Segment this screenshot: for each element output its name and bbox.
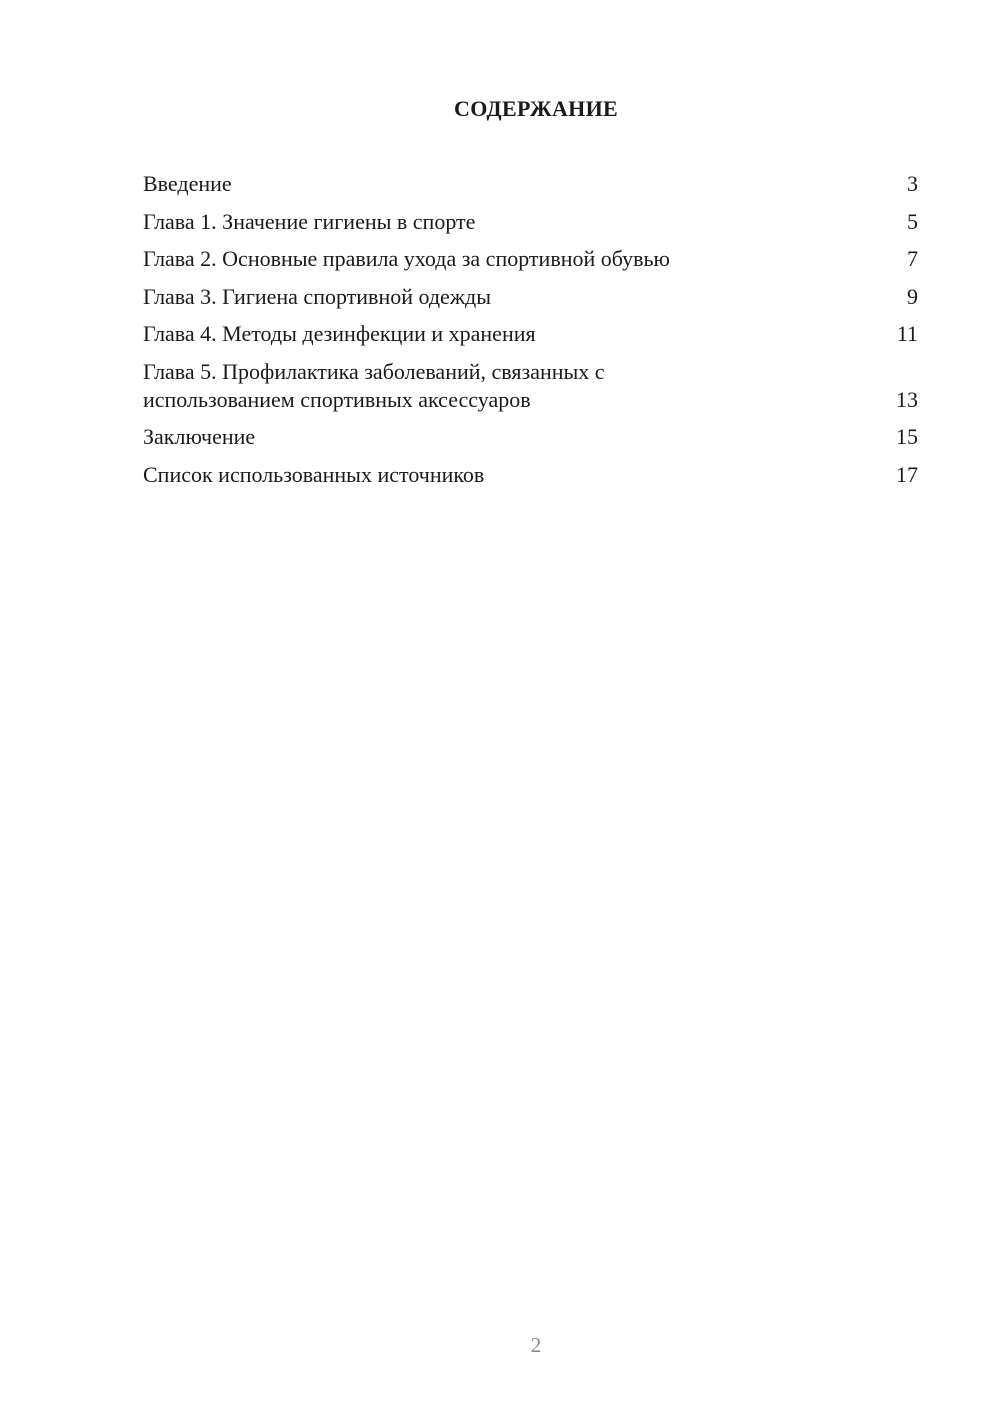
table-of-contents	[143, 170, 918, 498]
toc-entry-line: Введение	[143, 171, 232, 196]
toc-entry-text	[143, 320, 897, 348]
toc-entry	[143, 170, 918, 198]
toc-entry-page: 11	[896, 321, 918, 346]
toc-title: СОДЕРЖАНИЕ	[454, 96, 618, 121]
toc-entry	[143, 358, 918, 414]
toc-entry-page: 13	[896, 386, 918, 412]
toc-entry-page: 3	[907, 171, 918, 196]
toc-entry-line: Глава 2. Основные правила ухода за спортивной обувью	[143, 246, 670, 271]
toc-entry	[143, 320, 918, 348]
toc-entry-line: Список использованных источников	[143, 461, 485, 487]
toc-entry	[143, 245, 918, 273]
toc-entry-page: 9	[907, 283, 918, 309]
toc-entry-text	[143, 461, 896, 489]
toc-entry-page: 15	[896, 424, 918, 449]
toc-entry-text	[143, 283, 907, 311]
toc-entry-line: Заключение	[143, 424, 256, 449]
toc-entry-line: Глава 4. Методы дезинфекции и хранения	[143, 321, 536, 346]
page-number: 2	[530, 1333, 542, 1357]
toc-entry-text	[143, 358, 896, 414]
toc-entry	[143, 208, 918, 236]
toc-entry-text	[143, 170, 907, 198]
toc-entry-text	[143, 423, 896, 451]
toc-entry-line: использованием спортивных аксессуаров	[143, 386, 531, 412]
toc-entry	[143, 423, 918, 451]
toc-entry-line: Глава 3. Гигиена спортивной одежды	[143, 283, 491, 309]
toc-entry-text	[143, 245, 907, 273]
toc-entry	[143, 283, 918, 311]
toc-entry-page: 17	[896, 461, 918, 487]
toc-entry-page: 5	[907, 208, 918, 234]
toc-entry-text	[143, 208, 907, 236]
toc-entry-page: 7	[907, 246, 918, 271]
toc-entry-line: Глава 5. Профилактика заболеваний, связанных с	[143, 358, 605, 384]
toc-entry-line: Глава 1. Значение гигиены в спорте	[143, 208, 476, 234]
toc-entry	[143, 461, 918, 489]
